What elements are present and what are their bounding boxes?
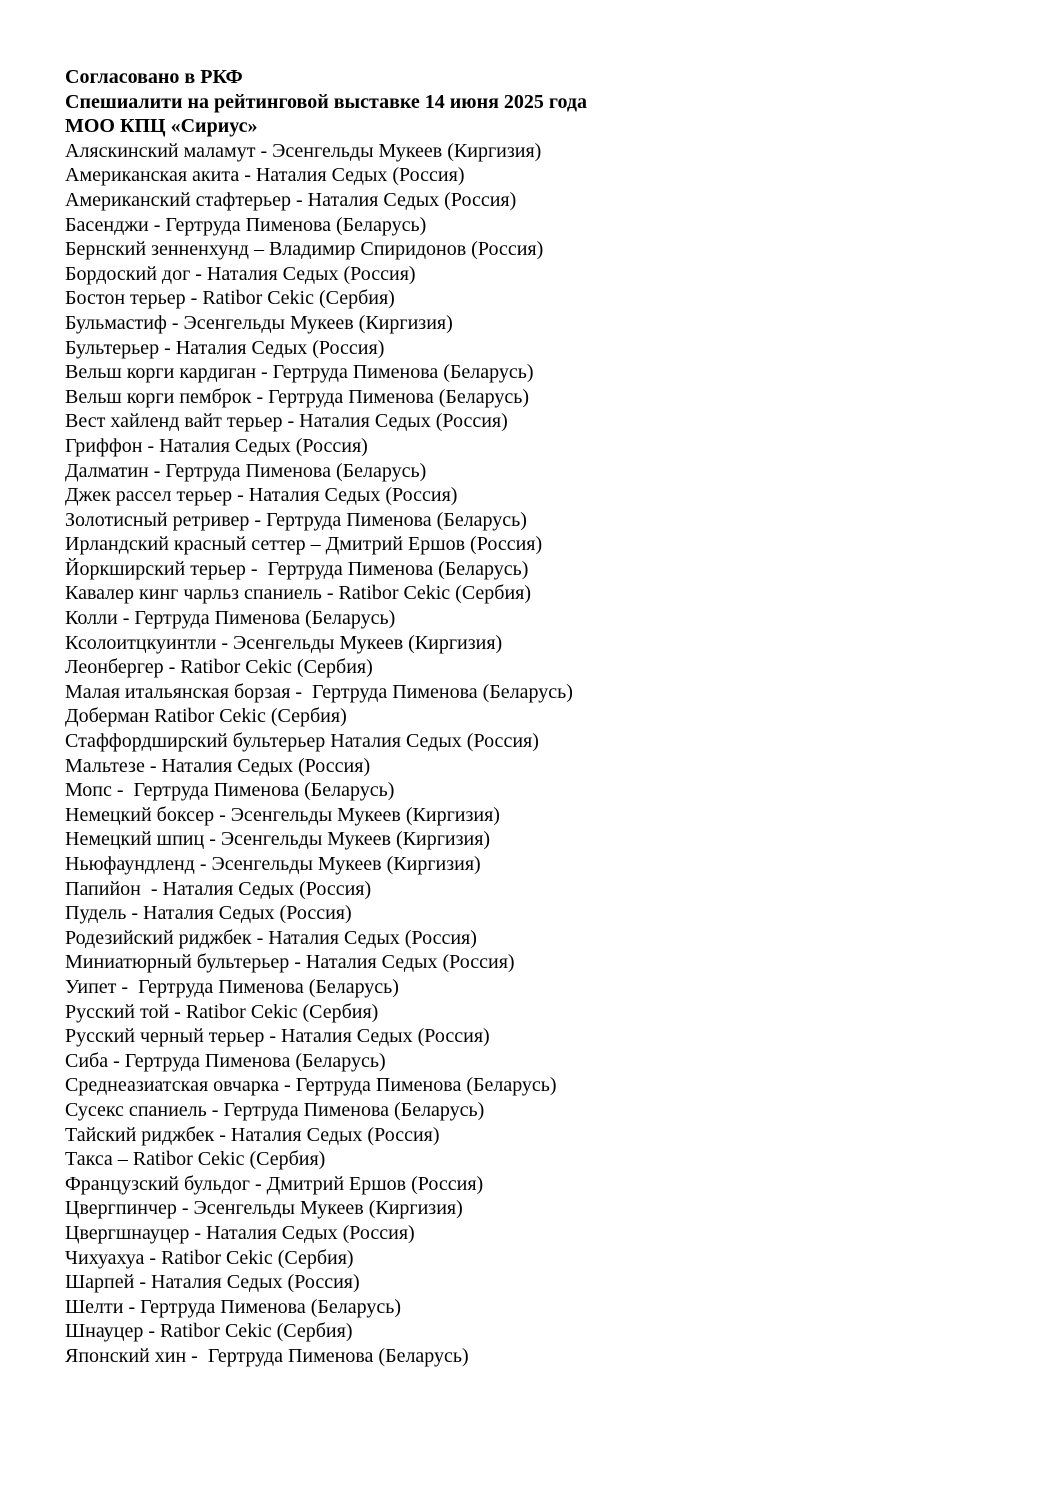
list-item: Вельш корги пемброк - Гертруда Пименова (Беларусь) [65, 385, 529, 408]
list-item: Шнауцер - Ratibor Cekic (Сербия) [65, 1320, 353, 1343]
list-item: Йоркширский терьер - Гертруда Пименова (Беларусь) [65, 557, 529, 580]
list-item: Ксолоитцкуинтли - Эсенгельды Мукеев (Киргизия) [65, 631, 503, 654]
list-item: Доберман Ratibor Cekic (Сербия) [65, 705, 347, 728]
list-item: Пудель - Наталия Седых (Россия) [65, 902, 352, 925]
list-item: Малая итальянская борзая - Гертруда Пименова (Беларусь) [65, 680, 573, 703]
list-item: Золотисный ретривер - Гертруда Пименова (Беларусь) [65, 508, 527, 531]
approval-line: Согласовано в РКФ [65, 66, 243, 88]
list-item: Леонбергер - Ratibor Cekic (Сербия) [65, 656, 373, 679]
list-item: Бордоский дог - Наталия Седых (Россия) [65, 262, 416, 285]
list-item: Цвергшнауцер - Наталия Седых (Россия) [65, 1221, 415, 1244]
list-item: Аляскинский маламут - Эсенгельды Мукеев (Киргизия) [65, 139, 542, 162]
list-item: Бостон терьер - Ratibor Cekic (Сербия) [65, 287, 395, 310]
document-title: Спешиалити на рейтинговой выставке 14 июня 2025 года [65, 90, 588, 113]
list-item: Французский бульдог - Дмитрий Ершов (Россия) [65, 1172, 484, 1195]
list-item: Американский стафтерьер - Наталия Седых (Россия) [65, 188, 517, 211]
list-item: Уипет - Гертруда Пименова (Беларусь) [65, 975, 399, 998]
list-item: Вест хайленд вайт терьер - Наталия Седых (Россия) [65, 410, 508, 433]
list-item: Далматин - Гертруда Пименова (Беларусь) [65, 459, 427, 482]
list-item: Бульмастиф - Эсенгельды Мукеев (Киргизия) [65, 311, 453, 334]
list-item: Мальтезе - Наталия Седых (Россия) [65, 754, 371, 777]
list-item: Немецкий боксер - Эсенгельды Мукеев (Киргизия) [65, 803, 500, 826]
list-item: Тайский риджбек - Наталия Седых (Россия) [65, 1123, 440, 1146]
list-item: Ирландский красный сеттер – Дмитрий Ершов (Россия) [65, 533, 543, 556]
list-item: Родезийский риджбек - Наталия Седых (Россия) [65, 926, 477, 949]
list-item: Бернский зенненхунд – Владимир Спиридонов (Россия) [65, 238, 544, 261]
list-item: Вельш корги кардиган - Гертруда Пименова (Беларусь) [65, 361, 534, 384]
list-item: Стаффордширский бультерьер Наталия Седых (Россия) [65, 730, 539, 753]
list-item: Бультерьер - Наталия Седых (Россия) [65, 336, 385, 359]
breed-judge-list [65, 139, 1025, 1369]
list-item: Цвергпинчер - Эсенгельды Мукеев (Киргизия) [65, 1197, 463, 1220]
list-item: Американская акита - Наталия Седых (Россия) [65, 164, 465, 187]
list-item: Русский черный терьер - Наталия Седых (Россия) [65, 1025, 490, 1048]
list-item: Кавалер кинг чарльз спаниель - Ratibor Cekic (Сербия) [65, 582, 532, 605]
list-item: Немецкий шпиц - Эсенгельды Мукеев (Киргизия) [65, 828, 491, 851]
list-item: Гриффон - Наталия Седых (Россия) [65, 434, 368, 457]
list-item: Сиба - Гертруда Пименова (Беларусь) [65, 1049, 386, 1072]
list-item: Ньюфаундленд - Эсенгельды Мукеев (Киргизия) [65, 853, 481, 875]
document-page [65, 65, 1025, 1368]
organizer-line: МОО КПЦ «Сириус» [65, 115, 258, 138]
list-item: Шарпей - Наталия Седых (Россия) [65, 1271, 360, 1294]
list-item: Колли - Гертруда Пименова (Беларусь) [65, 607, 396, 630]
list-item: Шелти - Гертруда Пименова (Беларусь) [65, 1295, 402, 1318]
list-item: Мопс - Гертруда Пименова (Беларусь) [65, 779, 395, 802]
list-item: Японский хин - Гертруда Пименова (Беларусь) [65, 1344, 469, 1367]
list-item: Чихуахуа - Ratibor Cekic (Сербия) [65, 1246, 354, 1269]
list-item: Сусекс спаниель - Гертруда Пименова (Беларусь) [65, 1098, 485, 1121]
list-item: Миниатюрный бультерьер - Наталия Седых (Россия) [65, 951, 515, 974]
list-item: Такса – Ratibor Cekic (Сербия) [65, 1148, 326, 1171]
list-item: Басенджи - Гертруда Пименова (Беларусь) [65, 213, 427, 236]
list-item: Джек рассел терьер - Наталия Седых (Россия) [65, 484, 458, 507]
list-item: Папийон - Наталия Седых (Россия) [65, 877, 372, 900]
list-item: Среднеазиатская овчарка - Гертруда Пименова (Беларусь) [65, 1074, 557, 1097]
list-item: Русский той - Ratibor Cekic (Сербия) [65, 1000, 379, 1023]
